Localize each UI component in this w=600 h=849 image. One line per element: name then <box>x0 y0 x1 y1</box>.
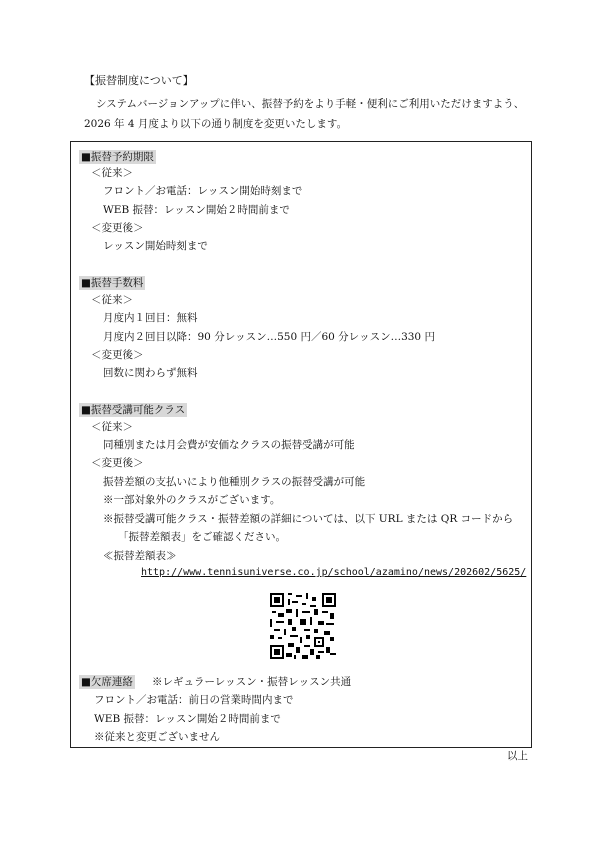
classes-note-2b: 「振替差額表」をご確認ください。 <box>118 531 286 543</box>
deadline-before-label: ＜従来＞ <box>91 167 133 179</box>
fee-before-1: 月度内１回目：無料 <box>103 312 198 324</box>
deadline-after-label: ＜変更後＞ <box>91 222 144 234</box>
section-heading-fee: ■振替手数料 <box>81 277 144 289</box>
intro-line-1: システムバージョンアップに伴い、振替予約をより手軽・便利にご利用いただけますよう、 <box>96 98 525 110</box>
deadline-before-2: WEB 振替：レッスン開始２時間前まで <box>103 204 290 216</box>
absence-line-3: ※従来と変更ございません <box>94 731 220 743</box>
section-heading-deadline: ■振替予約期限 <box>81 151 154 163</box>
fee-after-1: 回数に関わらず無料 <box>103 367 198 379</box>
qr-code-icon[interactable] <box>270 593 336 659</box>
absence-line-1: フロント／お電話：前日の営業時間内まで <box>94 694 294 706</box>
classes-after-label: ＜変更後＞ <box>91 457 144 469</box>
diff-table-label: ≪振替差額表≫ <box>103 550 177 562</box>
classes-note-1: ※一部対象外のクラスがございます。 <box>103 494 281 506</box>
classes-after-1: 振替差額の支払いにより他種別クラスの振替受講が可能 <box>103 476 366 488</box>
section-heading-absence: ■欠席連絡 <box>81 676 133 688</box>
fee-before-label: ＜従来＞ <box>91 294 133 306</box>
intro-line-2: 2026 年 4 月度より以下の通り制度を変更いたします。 <box>84 118 348 130</box>
page-title: 【振替制度について】 <box>84 74 194 87</box>
diff-table-url-link[interactable]: http://www.tennisuniverse.co.jp/school/azamino/news/202602/5625/ <box>141 567 527 578</box>
fee-after-label: ＜変更後＞ <box>91 349 144 361</box>
closing-mark: 以上 <box>507 750 528 762</box>
deadline-before-1: フロント／お電話：レッスン開始時刻まで <box>103 185 303 197</box>
absence-subnote: ※レギュラーレッスン・振替レッスン共通 <box>152 676 352 688</box>
section-heading-classes: ■振替受講可能クラス <box>81 404 186 416</box>
classes-before-label: ＜従来＞ <box>91 421 133 433</box>
classes-note-2a: ※振替受講可能クラス・振替差額の詳細については、以下 URL または QR コードから <box>103 513 514 525</box>
fee-before-2: 月度内２回目以降：90 分レッスン…550 円／60 分レッスン…330 円 <box>103 331 435 343</box>
classes-before-1: 同種別または月会費が安価なクラスの振替受講が可能 <box>103 439 355 451</box>
deadline-after-1: レッスン開始時刻まで <box>103 240 208 252</box>
absence-line-2: WEB 振替：レッスン開始２時間前まで <box>94 713 281 725</box>
